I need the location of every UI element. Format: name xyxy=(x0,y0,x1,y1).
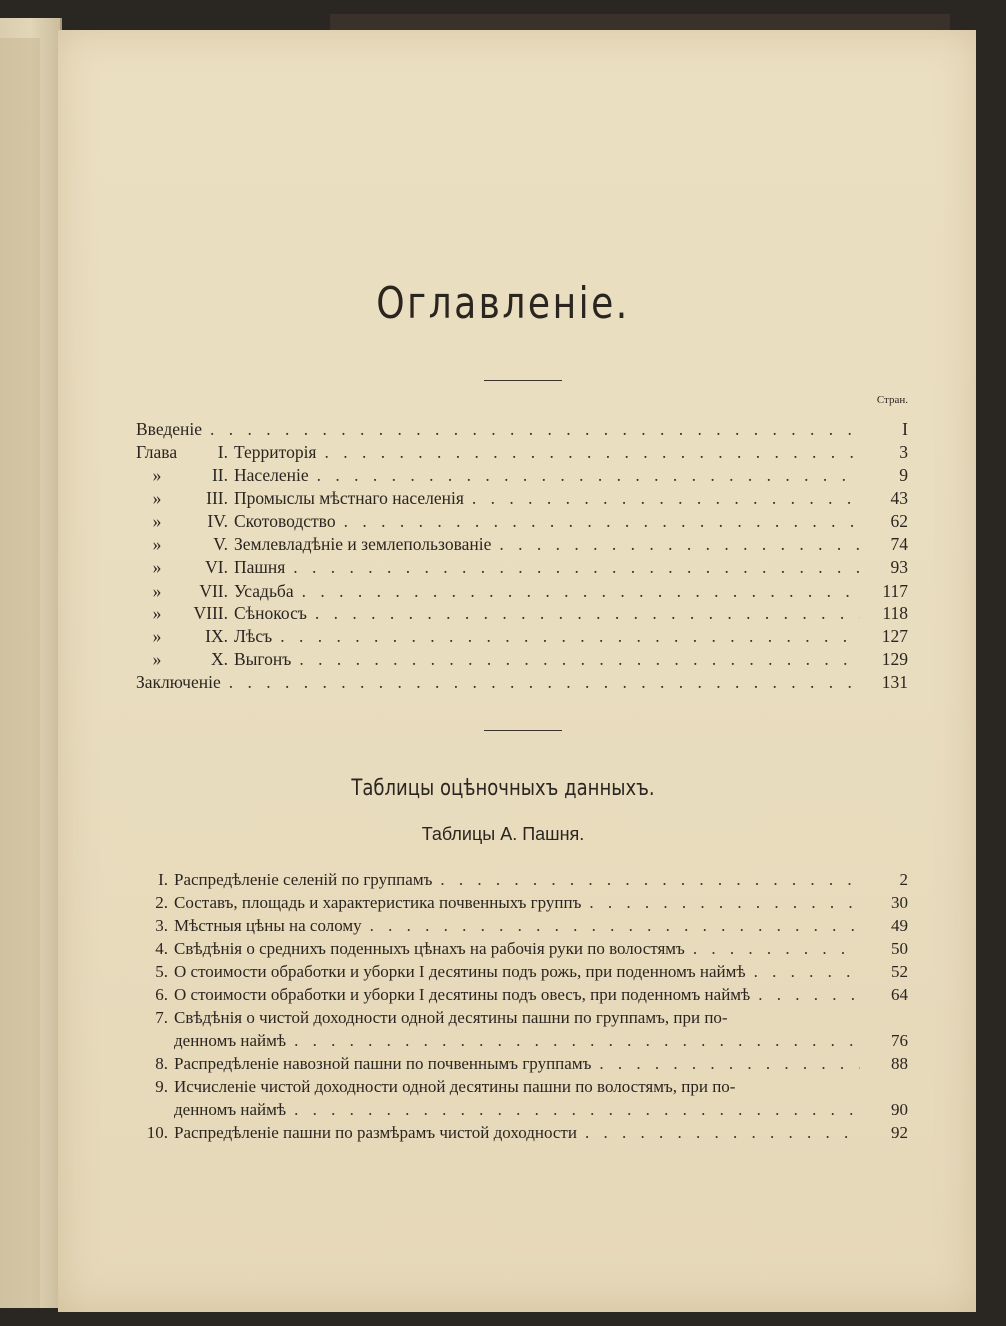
toc-entry-label: Усадьба xyxy=(234,581,294,601)
table-list-item xyxy=(136,1121,908,1143)
table-list-item xyxy=(136,960,908,982)
table-label-continued: денномъ наймѣ xyxy=(174,1100,287,1119)
table-number: 6. xyxy=(155,985,168,1004)
dot-leader xyxy=(472,488,860,509)
chapter-numeral: I. xyxy=(217,442,228,462)
table-label: Распредѣленіе селеній по группамъ xyxy=(174,870,433,889)
table-number: 9. xyxy=(155,1077,168,1096)
table-label: О стоимости обработки и уборки I десятины подъ овесъ, при поденномъ наймѣ xyxy=(174,985,751,1004)
dot-leader xyxy=(370,916,860,936)
table-label-continued: денномъ наймѣ xyxy=(174,1031,287,1050)
page-number: 64 xyxy=(891,985,908,1004)
page-number: 52 xyxy=(891,962,908,981)
chapter-prefix: » xyxy=(152,488,162,508)
toc-entry xyxy=(136,419,202,440)
page-number: 129 xyxy=(881,649,908,669)
table-number: 7. xyxy=(155,1008,168,1027)
page-number: 88 xyxy=(891,1054,908,1073)
chapter-numeral: IV. xyxy=(207,511,228,531)
dot-leader xyxy=(754,962,860,982)
table-label: Свѣдѣнія о чистой доходности одной десятины пашни по группамъ, при по- xyxy=(174,1008,728,1027)
table-number: 8. xyxy=(155,1054,168,1073)
dot-leader xyxy=(302,581,860,602)
book-spine xyxy=(0,18,62,1308)
dot-leader xyxy=(344,511,860,532)
chapter-prefix: » xyxy=(152,649,162,669)
toc-entry-label: Пашня xyxy=(234,557,286,577)
chapter-numeral: III. xyxy=(206,488,228,508)
chapter-prefix: » xyxy=(152,465,162,485)
page-number: 30 xyxy=(891,893,908,912)
dot-leader xyxy=(499,534,860,555)
table-list-item xyxy=(136,1052,908,1074)
table-label: О стоимости обработки и уборки I десятины подъ рожь, при поденномъ наймѣ xyxy=(174,962,746,981)
chapter-prefix: » xyxy=(152,603,162,623)
chapter-prefix: » xyxy=(152,557,162,577)
divider-middle xyxy=(484,730,562,731)
page-number: 2 xyxy=(899,870,908,889)
page-number: 127 xyxy=(881,626,908,646)
dot-leader xyxy=(317,465,860,486)
dot-leader xyxy=(280,626,860,647)
toc-entry xyxy=(136,442,316,463)
dot-leader xyxy=(324,442,860,463)
table-list-item xyxy=(136,914,908,936)
toc-entry-label: Землевладѣніе и землепользованіе xyxy=(234,534,492,554)
table-number: 4. xyxy=(155,939,168,958)
toc-entry-label: Заключеніе xyxy=(136,672,221,692)
toc-entry xyxy=(136,626,272,647)
table-number: 5. xyxy=(155,962,168,981)
page-number: 93 xyxy=(890,557,908,577)
toc-row xyxy=(136,648,908,670)
table-label: Исчисленіе чистой доходности одной десятины пашни по волостямъ, при по- xyxy=(174,1077,736,1096)
table-list-item-continued xyxy=(136,1029,908,1051)
chapter-numeral: IX. xyxy=(205,626,228,646)
dot-leader xyxy=(693,939,860,959)
toc-entry xyxy=(136,557,285,578)
toc-row xyxy=(136,580,908,602)
toc-entry xyxy=(136,511,336,532)
toc-entry-label: Населеніе xyxy=(234,465,309,485)
page-number: 49 xyxy=(891,916,908,935)
toc-entry xyxy=(136,534,491,555)
table-label: Мѣстныя цѣны на солому xyxy=(174,916,362,935)
dot-leader xyxy=(599,1054,860,1074)
dot-leader xyxy=(758,985,860,1005)
page-number: 76 xyxy=(891,1031,908,1050)
chapter-prefix: » xyxy=(152,511,162,531)
toc-row xyxy=(136,533,908,555)
page-number: 90 xyxy=(891,1100,908,1119)
toc-row xyxy=(136,671,908,693)
toc-entry xyxy=(136,649,291,670)
toc-entry xyxy=(136,465,309,486)
table-list-item xyxy=(136,891,908,913)
dot-leader xyxy=(440,870,860,890)
chapter-numeral: VII. xyxy=(199,581,228,601)
dot-leader xyxy=(294,1100,860,1120)
toc-entry-label: Скотоводство xyxy=(234,511,336,531)
chapter-numeral: II. xyxy=(211,465,228,485)
page-number: 117 xyxy=(882,581,908,601)
toc-entry xyxy=(136,603,307,624)
page-title: Оглавленіе. xyxy=(376,278,630,329)
toc-entry-label: Промыслы мѣстнаго населенія xyxy=(234,488,464,508)
page-number: 9 xyxy=(899,465,908,485)
table-label: Распредѣленіе пашни по размѣрамъ чистой доходности xyxy=(174,1123,577,1142)
dot-leader xyxy=(229,672,860,693)
toc-row xyxy=(136,441,908,463)
chapter-numeral: V. xyxy=(213,534,228,554)
chapter-numeral: X. xyxy=(210,649,228,669)
dot-leader xyxy=(293,557,860,578)
toc-row xyxy=(136,556,908,578)
toc-entry xyxy=(136,488,464,509)
table-list-item xyxy=(136,1006,908,1028)
table-list-item xyxy=(136,937,908,959)
dot-leader xyxy=(294,1031,860,1051)
toc-entry xyxy=(136,672,221,693)
toc-row xyxy=(136,625,908,647)
table-list-item xyxy=(136,868,908,890)
table-list-item xyxy=(136,1075,908,1097)
table-label: Свѣдѣнія о среднихъ поденныхъ цѣнахъ на рабочія руки по волостямъ xyxy=(174,939,685,958)
toc-entry-label: Выгонъ xyxy=(234,649,292,669)
dot-leader xyxy=(210,419,860,440)
chapter-prefix: » xyxy=(152,534,162,554)
page-number: I xyxy=(902,419,908,439)
page-number: 3 xyxy=(899,442,908,462)
page-number: 50 xyxy=(891,939,908,958)
page-number: 43 xyxy=(890,488,908,508)
toc-entry-label: Введеніе xyxy=(136,419,203,439)
chapter-prefix: » xyxy=(152,626,162,646)
toc-row xyxy=(136,602,908,624)
dot-leader xyxy=(299,649,860,670)
table-list-item-continued xyxy=(136,1098,908,1120)
divider-top xyxy=(484,380,562,381)
tables-subtitle: Таблицы А. Пашня. xyxy=(421,824,585,844)
dot-leader xyxy=(589,893,860,913)
table-number: I. xyxy=(158,870,168,889)
chapter-prefix: Глава xyxy=(136,442,178,462)
chapter-numeral: VI. xyxy=(205,557,228,577)
page-number: 118 xyxy=(882,603,908,623)
spine-binding xyxy=(0,38,40,1308)
tables-title: Таблицы оцѣночныхъ данныхъ. xyxy=(351,776,655,801)
table-label: Распредѣленіе навозной пашни по почвеннымъ группамъ xyxy=(174,1054,592,1073)
toc-entry-label: Территорія xyxy=(234,442,317,462)
toc-entry-label: Сѣнокосъ xyxy=(234,603,307,623)
toc-entry xyxy=(136,581,294,602)
page-number: 74 xyxy=(890,534,908,554)
chapter-prefix: » xyxy=(152,581,162,601)
page-column-header: Стран. xyxy=(876,394,908,406)
toc-entry-label: Лѣсъ xyxy=(234,626,273,646)
table-list-item xyxy=(136,983,908,1005)
dot-leader xyxy=(315,603,860,624)
page-number: 131 xyxy=(881,672,908,692)
toc-row xyxy=(136,510,908,532)
toc-row xyxy=(136,487,908,509)
toc-row xyxy=(136,418,908,440)
table-number: 2. xyxy=(155,893,168,912)
table-number: 10. xyxy=(146,1123,168,1142)
table-label: Составъ, площадь и характеристика почвенныхъ группъ xyxy=(174,893,582,912)
page-number: 62 xyxy=(890,511,908,531)
dot-leader xyxy=(585,1123,860,1143)
toc-row xyxy=(136,464,908,486)
table-number: 3. xyxy=(155,916,168,935)
page-number: 92 xyxy=(891,1123,908,1142)
chapter-numeral: VIII. xyxy=(193,603,228,623)
